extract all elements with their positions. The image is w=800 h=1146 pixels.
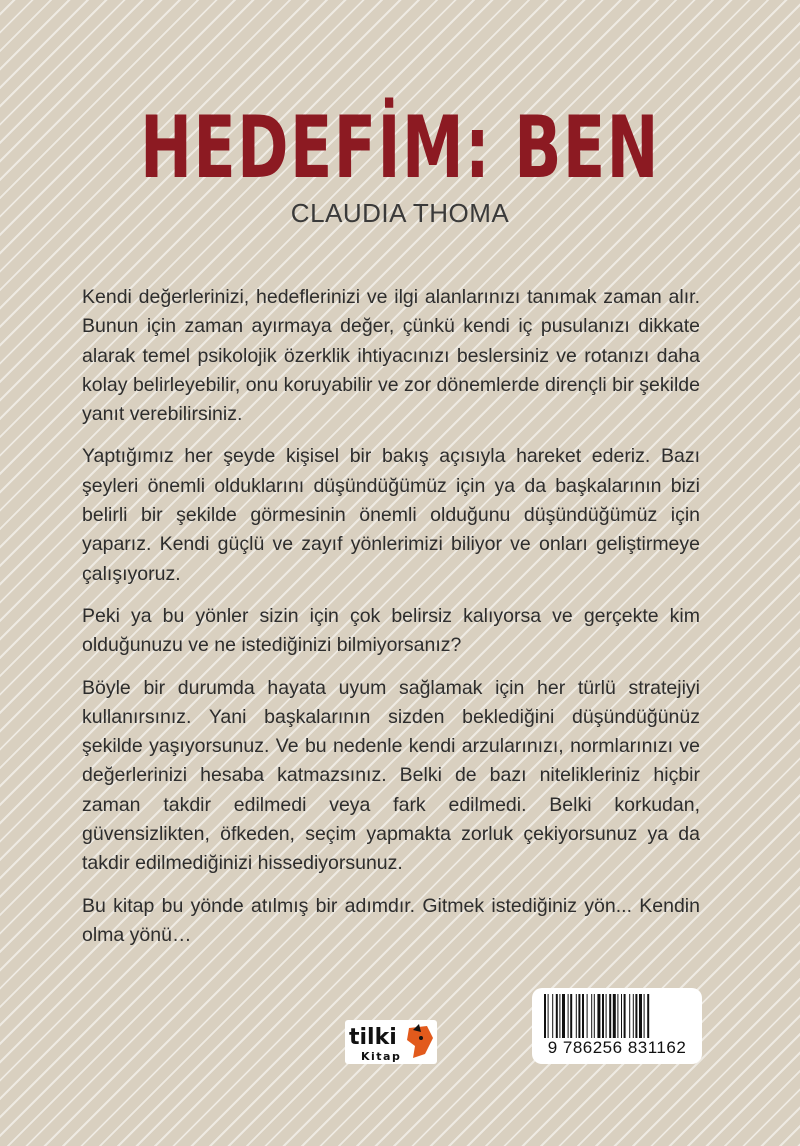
publisher-logo	[343, 1018, 439, 1066]
back-cover-text	[82, 283, 700, 963]
paragraph-1: Kendi değerlerinizi, hedeflerinizi ve ilgi alanlarınızı tanımak zaman alır. Bunun için zaman ayırmaya değer, çünkü kendi iç pusulanızı dikkate alarak temel psikolojik özerklik ihtiyacınızı beslersiniz ve rotanızı daha kolay belirleyebilir, onu koruyabilir ve zor dönemlerde dirençli bir şekilde yanıt verebilirsiniz.	[82, 286, 700, 426]
paragraph-3: Peki ya bu yönler sizin için çok belirsiz kalıyorsa ve gerçekte kim olduğunuzu ve ne istediğinizi bilmiyorsanız?	[82, 604, 700, 657]
fox-logo-icon	[343, 1018, 439, 1066]
isbn-digits: 9 786256 831162	[547, 1038, 687, 1057]
barcode-bars	[544, 994, 690, 1038]
author-name: CLAUDIA THOMA	[290, 198, 510, 228]
logo-top-text: tilki	[349, 1025, 397, 1050]
logo-bottom-text: Kitap	[361, 1050, 402, 1063]
paragraph-5: Bu kitap bu yönde atılmış bir adımdır. Gitmek istediğiniz yön... Kendin olma yönü…	[82, 894, 700, 946]
paragraph-2: Yaptığımız her şeyde kişisel bir bakış açısıyla hareket ederiz. Bazı şeyleri önemli olduklarını düşündüğümüz için ya da başkalarının bizi belirli bir şekilde görmesinin önemli olduğunu düşündüğümüz için yaparız. Kendi güçlü ve zayıf yönlerimizi biliyor ve onları geliştirmeye çalışıyoruz.	[82, 445, 700, 585]
isbn-barcode	[532, 988, 702, 1064]
book-title: HEDEFİM: BEN	[140, 98, 660, 198]
paragraph-4: Böyle bir durumda hayata uyum sağlamak için her türlü stratejiyi kullanırsınız. Yani başkalarının sizden beklediğini düşündüğünüz şekilde yaşıyorsunuz. Ve bu nedenle kendi arzularınızı, normlarınızı ve değerlerinizi hesaba katmazsınız. Belki de bazı nitelikleriniz hiçbir zaman takdir edilmedi veya fark edilmedi. Belki korkudan, güvensizlikten, öfkeden, seçim yapmakta zorluk çekiyorsunuz ya da takdir edilmediğinizi hissediyorsunuz.	[82, 676, 700, 875]
